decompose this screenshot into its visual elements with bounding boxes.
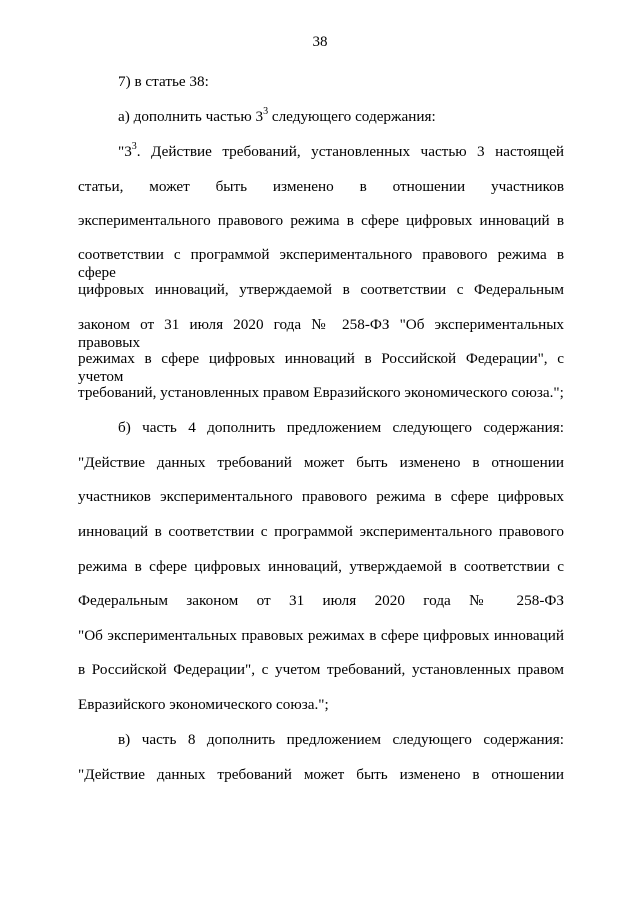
text-line: статьи, может быть изменено в отношении участников (78, 178, 564, 195)
text-line: Евразийского экономического союза."; (78, 696, 329, 713)
page-number: 38 (312, 34, 328, 50)
text-line: экспериментального правового режима в сфере цифровых инноваций в (78, 212, 564, 229)
text-line: "Об экспериментальных правовых режимах в сфере цифровых инноваций (78, 627, 564, 644)
text-line: "Действие данных требований может быть изменено в отношении (78, 454, 564, 471)
text-line: режима в сфере цифровых инноваций, утверждаемой в соответствии с (78, 558, 564, 575)
text-line: инноваций в соответствии с программой экспериментального правового (78, 523, 564, 540)
text-line-item-v: в) часть 8 дополнить предложением следующего содержания: (118, 731, 564, 748)
text-line: участников экспериментального правового режима в сфере цифровых (78, 488, 564, 505)
text-line-quote-start (118, 140, 564, 161)
text-line: "Действие данных требований может быть изменено в отношении (78, 766, 564, 783)
text-line-article-7 (118, 73, 564, 91)
text-line: цифровых инноваций, утверждаемой в соответствии с Федеральным (78, 281, 564, 298)
text-line: Федеральным законом от 31 июля 2020 года № 258-ФЗ (78, 592, 564, 609)
text-line: режимах в сфере цифровых инноваций в Российской Федерации", с учетом (78, 350, 564, 385)
text-line: соответствии с программой экспериментального правового режима в сфере (78, 246, 564, 281)
text-line-item-b: б) часть 4 дополнить предложением следующего содержания: (118, 419, 564, 436)
text-line: законом от 31 июля 2020 года № 258-ФЗ "Об экспериментальных правовых (78, 316, 564, 351)
item-a-text-cont: следующего содержания: (268, 108, 436, 125)
superscript: 3 (131, 140, 137, 152)
article-heading: 7) в статье 38: (118, 73, 209, 90)
quote-open: "3 (118, 143, 132, 160)
superscript: 3 (263, 105, 269, 117)
text-line: требований, установленных правом Евразийского экономического союза."; (78, 384, 564, 401)
quote-text: . Действие требований, установленных частью 3 настоящей (136, 143, 564, 160)
item-a-text: а) дополнить частью 3 (118, 108, 264, 125)
text-line: в Российской Федерации", с учетом требований, установленных правом (78, 661, 564, 678)
text-line-item-a (118, 105, 564, 126)
